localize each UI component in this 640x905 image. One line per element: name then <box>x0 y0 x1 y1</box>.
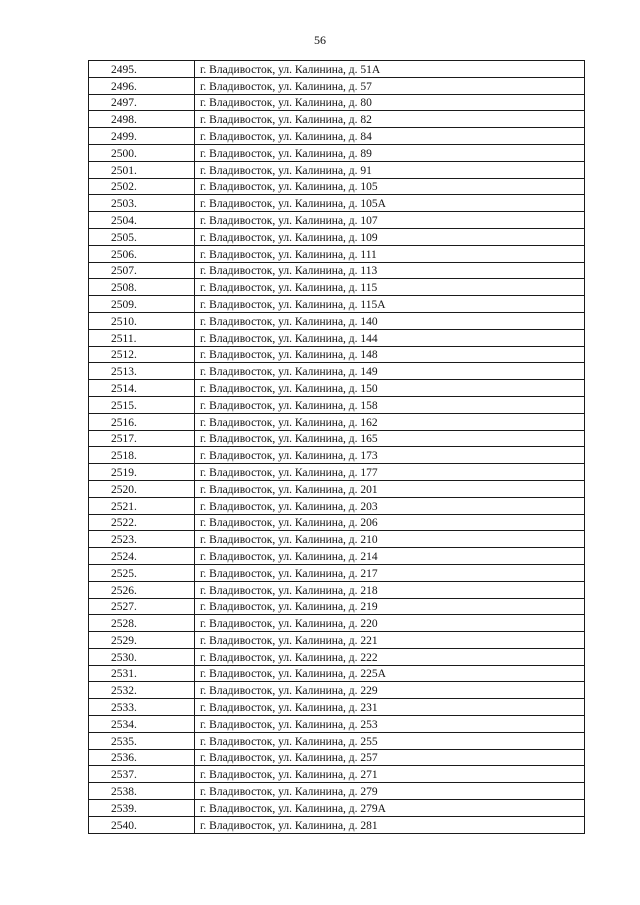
address-table-body <box>89 61 585 834</box>
table-row <box>89 716 585 733</box>
table-row <box>89 480 585 497</box>
address-cell: г. Владивосток, ул. Калинина, д. 105А <box>195 195 585 212</box>
table-row <box>89 111 585 128</box>
address-cell: г. Владивосток, ул. Калинина, д. 150 <box>195 380 585 397</box>
table-row <box>89 94 585 111</box>
address-cell: г. Владивосток, ул. Калинина, д. 89 <box>195 144 585 161</box>
table-row <box>89 497 585 514</box>
row-number: 2515. <box>89 396 195 413</box>
table-row <box>89 816 585 833</box>
address-cell: г. Владивосток, ул. Калинина, д. 113 <box>195 262 585 279</box>
address-cell: г. Владивосток, ул. Калинина, д. 203 <box>195 497 585 514</box>
row-number: 2496. <box>89 77 195 94</box>
row-number: 2531. <box>89 665 195 682</box>
table-row <box>89 396 585 413</box>
table-row <box>89 161 585 178</box>
table-row <box>89 212 585 229</box>
address-cell: г. Владивосток, ул. Калинина, д. 281 <box>195 816 585 833</box>
address-cell: г. Владивосток, ул. Калинина, д. 109 <box>195 228 585 245</box>
row-number: 2523. <box>89 531 195 548</box>
table-row <box>89 245 585 262</box>
table-row <box>89 732 585 749</box>
row-number: 2497. <box>89 94 195 111</box>
table-row <box>89 279 585 296</box>
address-cell: г. Владивосток, ул. Калинина, д. 115 <box>195 279 585 296</box>
address-table <box>88 60 585 834</box>
row-number: 2507. <box>89 262 195 279</box>
table-row <box>89 380 585 397</box>
row-number: 2505. <box>89 228 195 245</box>
table-row <box>89 262 585 279</box>
address-cell: г. Владивосток, ул. Калинина, д. 257 <box>195 749 585 766</box>
address-cell: г. Владивосток, ул. Калинина, д. 217 <box>195 564 585 581</box>
row-number: 2506. <box>89 245 195 262</box>
table-row <box>89 363 585 380</box>
table-row <box>89 329 585 346</box>
address-cell: г. Владивосток, ул. Калинина, д. 279А <box>195 800 585 817</box>
row-number: 2526. <box>89 581 195 598</box>
address-cell: г. Владивосток, ул. Калинина, д. 148 <box>195 346 585 363</box>
row-number: 2539. <box>89 800 195 817</box>
table-row <box>89 514 585 531</box>
row-number: 2503. <box>89 195 195 212</box>
row-number: 2500. <box>89 144 195 161</box>
table-row <box>89 464 585 481</box>
row-number: 2501. <box>89 161 195 178</box>
address-cell: г. Владивосток, ул. Калинина, д. 158 <box>195 396 585 413</box>
row-number: 2535. <box>89 732 195 749</box>
address-cell: г. Владивосток, ул. Калинина, д. 221 <box>195 632 585 649</box>
row-number: 2533. <box>89 699 195 716</box>
row-number: 2502. <box>89 178 195 195</box>
table-row <box>89 548 585 565</box>
table-row <box>89 128 585 145</box>
row-number: 2519. <box>89 464 195 481</box>
row-number: 2516. <box>89 413 195 430</box>
table-row <box>89 632 585 649</box>
table-row <box>89 665 585 682</box>
table-row <box>89 564 585 581</box>
row-number: 2534. <box>89 716 195 733</box>
address-cell: г. Владивосток, ул. Калинина, д. 57 <box>195 77 585 94</box>
table-row <box>89 531 585 548</box>
address-cell: г. Владивосток, ул. Калинина, д. 255 <box>195 732 585 749</box>
address-cell: г. Владивосток, ул. Калинина, д. 165 <box>195 430 585 447</box>
row-number: 2537. <box>89 766 195 783</box>
address-cell: г. Владивосток, ул. Калинина, д. 107 <box>195 212 585 229</box>
table-row <box>89 178 585 195</box>
row-number: 2520. <box>89 480 195 497</box>
address-cell: г. Владивосток, ул. Калинина, д. 206 <box>195 514 585 531</box>
address-cell: г. Владивосток, ул. Калинина, д. 219 <box>195 598 585 615</box>
row-number: 2521. <box>89 497 195 514</box>
address-cell: г. Владивосток, ул. Калинина, д. 214 <box>195 548 585 565</box>
address-cell: г. Владивосток, ул. Калинина, д. 253 <box>195 716 585 733</box>
table-row <box>89 195 585 212</box>
address-cell: г. Владивосток, ул. Калинина, д. 271 <box>195 766 585 783</box>
address-cell: г. Владивосток, ул. Калинина, д. 222 <box>195 648 585 665</box>
row-number: 2504. <box>89 212 195 229</box>
row-number: 2509. <box>89 296 195 313</box>
table-row <box>89 144 585 161</box>
row-number: 2524. <box>89 548 195 565</box>
table-row <box>89 61 585 78</box>
row-number: 2518. <box>89 447 195 464</box>
address-cell: г. Владивосток, ул. Калинина, д. 210 <box>195 531 585 548</box>
table-row <box>89 648 585 665</box>
table-row <box>89 77 585 94</box>
address-cell: г. Владивосток, ул. Калинина, д. 220 <box>195 615 585 632</box>
address-cell: г. Владивосток, ул. Калинина, д. 218 <box>195 581 585 598</box>
row-number: 2511. <box>89 329 195 346</box>
address-cell: г. Владивосток, ул. Калинина, д. 162 <box>195 413 585 430</box>
row-number: 2538. <box>89 783 195 800</box>
row-number: 2517. <box>89 430 195 447</box>
row-number: 2528. <box>89 615 195 632</box>
row-number: 2498. <box>89 111 195 128</box>
address-cell: г. Владивосток, ул. Калинина, д. 82 <box>195 111 585 128</box>
page-number: 56 <box>314 33 326 47</box>
row-number: 2512. <box>89 346 195 363</box>
table-row <box>89 447 585 464</box>
row-number: 2510. <box>89 312 195 329</box>
row-number: 2495. <box>89 61 195 78</box>
row-number: 2522. <box>89 514 195 531</box>
table-row <box>89 749 585 766</box>
row-number: 2540. <box>89 816 195 833</box>
row-number: 2532. <box>89 682 195 699</box>
table-row <box>89 581 585 598</box>
table-row <box>89 430 585 447</box>
table-row <box>89 783 585 800</box>
table-row <box>89 228 585 245</box>
row-number: 2499. <box>89 128 195 145</box>
table-row <box>89 766 585 783</box>
table-row <box>89 312 585 329</box>
row-number: 2513. <box>89 363 195 380</box>
address-cell: г. Владивосток, ул. Калинина, д. 111 <box>195 245 585 262</box>
table-row <box>89 800 585 817</box>
address-cell: г. Владивосток, ул. Калинина, д. 173 <box>195 447 585 464</box>
table-row <box>89 413 585 430</box>
address-cell: г. Владивосток, ул. Калинина, д. 84 <box>195 128 585 145</box>
table-row <box>89 346 585 363</box>
address-cell: г. Владивосток, ул. Калинина, д. 225А <box>195 665 585 682</box>
row-number: 2527. <box>89 598 195 615</box>
row-number: 2514. <box>89 380 195 397</box>
address-cell: г. Владивосток, ул. Калинина, д. 51А <box>195 61 585 78</box>
table-row <box>89 615 585 632</box>
table-row <box>89 699 585 716</box>
row-number: 2529. <box>89 632 195 649</box>
address-cell: г. Владивосток, ул. Калинина, д. 279 <box>195 783 585 800</box>
row-number: 2508. <box>89 279 195 296</box>
address-cell: г. Владивосток, ул. Калинина, д. 91 <box>195 161 585 178</box>
address-cell: г. Владивосток, ул. Калинина, д. 115А <box>195 296 585 313</box>
address-cell: г. Владивосток, ул. Калинина, д. 229 <box>195 682 585 699</box>
address-cell: г. Владивосток, ул. Калинина, д. 80 <box>195 94 585 111</box>
address-cell: г. Владивосток, ул. Калинина, д. 144 <box>195 329 585 346</box>
address-cell: г. Владивосток, ул. Калинина, д. 231 <box>195 699 585 716</box>
table-row <box>89 296 585 313</box>
address-cell: г. Владивосток, ул. Калинина, д. 177 <box>195 464 585 481</box>
address-cell: г. Владивосток, ул. Калинина, д. 201 <box>195 480 585 497</box>
address-cell: г. Владивосток, ул. Калинина, д. 105 <box>195 178 585 195</box>
address-cell: г. Владивосток, ул. Калинина, д. 140 <box>195 312 585 329</box>
row-number: 2530. <box>89 648 195 665</box>
table-row <box>89 682 585 699</box>
row-number: 2536. <box>89 749 195 766</box>
table-row <box>89 598 585 615</box>
row-number: 2525. <box>89 564 195 581</box>
address-cell: г. Владивосток, ул. Калинина, д. 149 <box>195 363 585 380</box>
